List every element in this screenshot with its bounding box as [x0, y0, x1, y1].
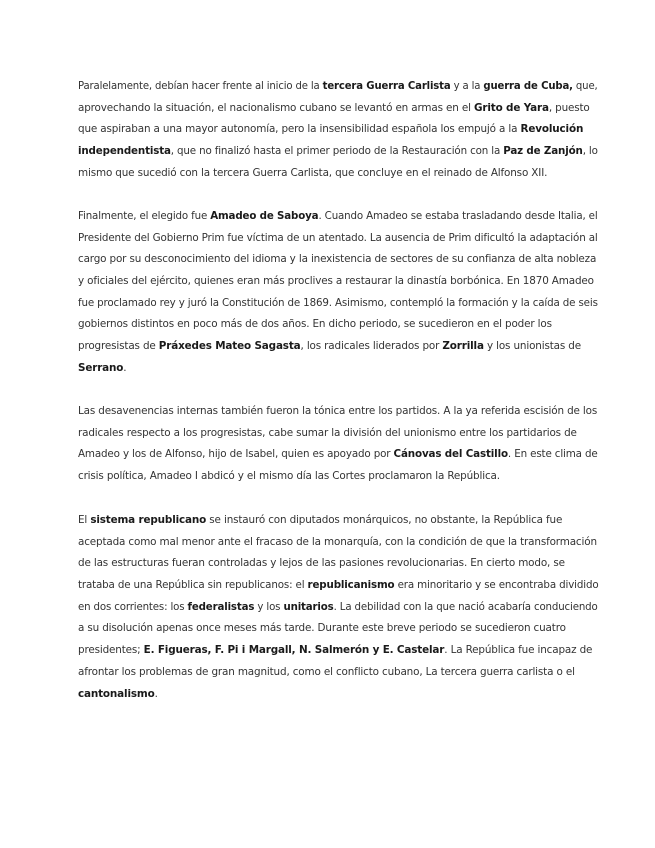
text-line: [78, 684, 598, 706]
text-line: [78, 206, 598, 228]
text-run: que aspiraban a una mayor autonomía, pero la insensibilidad española los empujó a la: [78, 123, 521, 136]
text-run: afrontar los problemas de gran magnitud, como el conflicto cubano, La tercera guerra carlista o el: [78, 665, 575, 678]
text-run: .: [123, 361, 127, 374]
bold-term: federalistas: [187, 600, 255, 613]
text-run: Amadeo y los de Alfonso, hijo de Isabel, quien es apoyado por: [78, 448, 394, 461]
text-run: fue proclamado rey y juró la Constitución de 1869. Asimismo, contempló la formación y la caída de seis: [78, 296, 598, 309]
text-line: [78, 271, 598, 293]
text-run: en dos corrientes: los: [78, 600, 188, 613]
bold-term: Cánovas del Castillo: [393, 448, 508, 461]
text-line: [78, 662, 598, 684]
bold-term: sistema republicano: [90, 514, 207, 526]
paragraph-desavenencias: [78, 401, 598, 488]
text-run: Paralelamente, debían hacer frente al inicio de la: [78, 80, 323, 92]
bold-term: E. Figueras, F. Pi i Margall, N. Salmerón y E. Castelar: [143, 644, 445, 657]
bold-term: independentista: [78, 145, 171, 158]
text-line: [78, 119, 598, 141]
text-run: , puesto: [548, 101, 590, 114]
text-run: cargo por su desconocimiento del idioma y la inexistencia de sectores de su confianza de alta nobleza: [78, 253, 597, 266]
text-run: Finalmente, el elegido fue: [78, 210, 211, 222]
bold-term: Grito de Yara: [474, 101, 549, 114]
bold-term: Amadeo de Saboya: [210, 210, 319, 222]
bold-term: cantonalismo: [78, 687, 155, 700]
text-line: [78, 640, 598, 662]
text-run: que,: [572, 80, 598, 92]
bold-term: unitarios: [283, 600, 334, 613]
text-run: .: [154, 687, 158, 700]
text-run: progresistas de: [78, 340, 159, 353]
text-line: [78, 98, 598, 120]
text-run: y oficiales del ejército, quienes eran más proclives a restaurar la dinastía borbónica. En 1870 Amadeo: [78, 275, 594, 288]
text-line: [78, 597, 598, 619]
text-run: Las desavenencias internas también fueron la tónica entre los partidos. A la ya referida escisión de los: [78, 405, 598, 417]
text-line: [78, 314, 598, 336]
text-line: [78, 163, 598, 185]
text-run: crisis política, Amadeo I abdicó y el mismo día las Cortes proclamaron la República.: [78, 470, 500, 483]
text-line: [78, 228, 598, 250]
text-run: presidentes;: [78, 644, 144, 657]
text-line: [78, 293, 598, 315]
text-line: [78, 76, 598, 98]
text-line: [78, 249, 598, 271]
text-line: [78, 466, 598, 488]
text-run: , lo: [582, 145, 598, 158]
text-run: de las estructuras fueran controladas y lejos de las pasiones revolucionarias. En cierto modo, se: [78, 557, 565, 570]
bold-term: republicanismo: [307, 579, 395, 592]
text-line: [78, 336, 598, 358]
bold-term: Paz de Zanjón: [503, 145, 583, 158]
bold-term: Zorrilla: [442, 340, 484, 353]
text-run: aceptada como mal menor ante el fracaso de la monarquía, con la condición de que la transformación: [78, 535, 597, 548]
text-run: se instauró con diputados monárquicos, no obstante, la República fue: [206, 514, 563, 526]
bold-term: Revolución: [520, 123, 584, 136]
bold-term: guerra de Cuba,: [483, 80, 573, 92]
text-run: . En este clima de: [507, 448, 598, 461]
text-line: [78, 575, 599, 597]
text-run: y a la: [450, 80, 484, 92]
paragraph-amadeo: [78, 206, 598, 380]
text-line: [78, 423, 598, 445]
text-run: , que no finalizó hasta el primer periodo de la Restauración con la: [170, 145, 504, 158]
text-line: [78, 510, 598, 532]
text-run: . La debilidad con la que nació acabaría conduciendo: [333, 600, 598, 613]
text-run: . La República fue incapaz de: [444, 644, 593, 657]
text-run: . Cuando Amadeo se estaba trasladando desde Italia, el: [318, 210, 598, 222]
text-line: [78, 444, 598, 466]
text-line: [78, 401, 598, 423]
text-run: El: [78, 514, 91, 526]
text-run: trataba de una República sin republicanos: el: [78, 579, 308, 592]
text-line: [78, 141, 598, 163]
text-run: , los radicales liderados por: [300, 340, 443, 353]
text-run: gobiernos distintos en poco más de dos años. En dicho periodo, se sucedieron en el poder los: [78, 318, 552, 331]
text-run: radicales respecto a los progresistas, cabe sumar la división del unionismo entre los partidarios de: [78, 426, 577, 439]
bold-term: Práxedes Mateo Sagasta: [158, 340, 301, 353]
text-run: era minoritario y se encontraba dividido: [394, 579, 599, 592]
paragraph-guerras: [78, 76, 598, 184]
text-run: a su disolución apenas once meses más tarde. Durante este breve periodo se sucedieron cuatro: [78, 622, 566, 635]
text-line: [78, 618, 598, 640]
text-line: [78, 532, 598, 554]
text-run: y los: [254, 600, 284, 613]
bold-term: tercera Guerra Carlista: [322, 80, 451, 92]
text-run: Presidente del Gobierno Prim fue víctima de un atentado. La ausencia de Prim dificultó la adaptación al: [78, 231, 598, 244]
paragraph-republica: [78, 510, 598, 705]
text-run: aprovechando la situación, el nacionalismo cubano se levantó en armas en el: [78, 101, 474, 114]
bold-term: Serrano: [78, 361, 124, 374]
text-line: [78, 358, 598, 380]
text-run: y los unionistas de: [483, 340, 581, 353]
text-line: [78, 553, 598, 575]
text-run: mismo que sucedió con la tercera Guerra Carlista, que concluye en el reinado de Alfonso XII.: [78, 166, 548, 179]
